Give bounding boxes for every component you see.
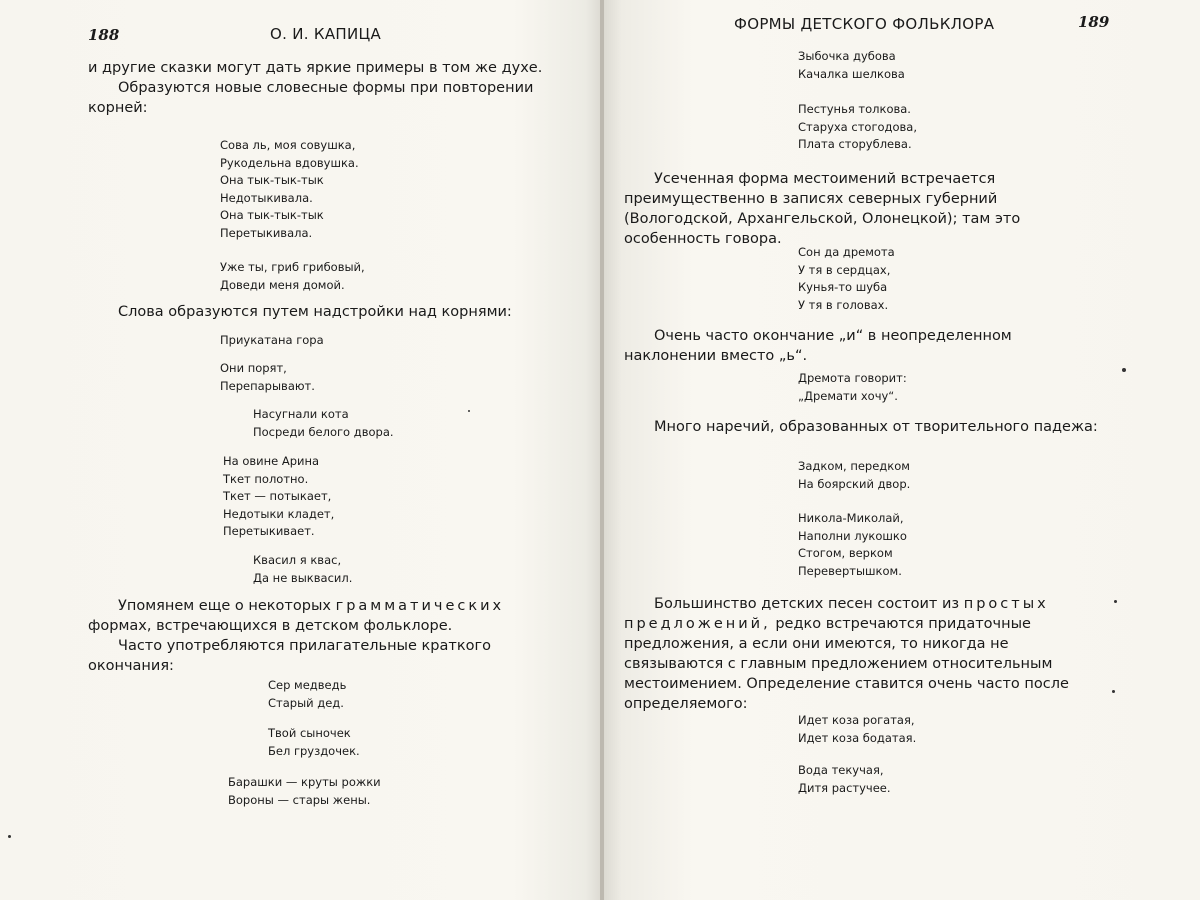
verse-line: „Дремати хочу“. [798,388,898,403]
verse-line: Сер медведь [268,678,347,692]
paragraph [88,58,566,118]
verse-line: Старый дед. [268,695,344,710]
paragraph-text: Усеченная форма местоимений встречается преимущественно в записях северных губерний (Вологодской, Архангельской, Олонецкой); там это особенность говора. [624,171,1021,247]
verse-block [268,725,360,760]
right-page [604,0,1200,900]
print-speck [1122,368,1126,372]
paragraph [88,596,566,676]
verse-line: Задком, передком [798,459,910,473]
verse-block [798,244,895,314]
verse-line: Перевертышком. [798,563,902,578]
verse-line: Идет коза рогатая, [798,713,915,727]
verse-line: Доведи меня домой. [220,277,345,292]
verse-block [798,458,910,493]
verse-block [223,453,334,541]
verse-line: Ткет полотно. [223,471,309,486]
paragraph-text: и другие сказки могут дать яркие примеры в том же духе. [88,60,543,76]
verse-line: Пестунья толкова. [798,102,911,116]
paragraph-text: Много наречий, образованных от творительного падежа: [654,419,1098,435]
paragraph-text: Часто употребляются прилагательные краткого окончания: [88,638,491,674]
verse-block [268,677,346,712]
print-speck [468,410,470,412]
verse-line: Насугнали кота [253,407,349,421]
verse-line: Да не выквасил. [253,570,353,585]
paragraph-text: Упомянем еще о некоторых [118,598,331,614]
verse-line: Перепарывают. [220,378,315,393]
verse-line: Стогом, верком [798,546,893,560]
verse-line: Вороны — стары жены. [228,792,371,807]
page-number: 188 [88,26,120,44]
verse-line: Зыбочка дубова [798,49,896,63]
verse-line: Старуха стогодова, [798,119,917,134]
verse-line: Она тык-тык-тык [220,208,324,222]
verse-line: Кунья-то шуба [798,280,888,294]
verse-line: У тя в сердцах, [798,262,891,277]
spaced-emphasis: грамматических [335,598,505,614]
paragraph-text: редко встречаются придаточные предложения, а если они имеются, то никогда не связываются с главным предложением относительным местоимением. Определение ставится очень часто после определяемого: [624,616,1069,712]
verse-line: У тя в головах. [798,297,889,312]
verse-block [798,510,907,580]
verse-block [798,101,917,154]
page-number: 189 [1078,13,1110,31]
paragraph [624,326,1104,366]
verse-line: Барашки — круты рожки [228,775,381,789]
verse-line: Недотыкивала. [220,190,313,205]
print-speck [1112,690,1115,693]
verse-block [798,712,916,747]
verse-block [253,552,352,587]
verse-block [220,332,324,350]
verse-line: Она тык-тык-тык [220,173,324,187]
verse-line: Квасил я квас, [253,553,342,567]
verse-line: Перетыкивала. [220,225,313,240]
verse-block [220,259,365,294]
verse-line: Идет коза бодатая. [798,730,917,745]
verse-line: Плата сторублева. [798,137,912,151]
print-speck [1114,600,1117,603]
verse-line: Дитя растучее. [798,780,891,795]
verse-line: Они порят, [220,361,287,375]
paragraph-text: Большинство детских песен состоит из [654,596,960,612]
verse-line: Никола-Миколай, [798,511,904,525]
paragraph-text: Слова образуются путем надстройки над корнями: [118,304,512,320]
verse-line: Наполни лукошко [798,528,907,543]
verse-line: Дремота говорит: [798,371,907,385]
verse-line: На овине Арина [223,454,320,468]
print-speck [8,835,11,838]
verse-line: Приукатана гора [220,333,324,347]
paragraph-text: Очень часто окончание „и“ в неопределенном наклонении вместо „ь“. [624,328,1012,364]
paragraph [624,169,1104,249]
verse-line: Вода текучая, [798,763,884,777]
spaced-emphasis: простых предложений, [624,596,1049,632]
verse-line: Твой сыночек [268,726,351,740]
verse-line: На боярский двор. [798,476,911,491]
running-head: ФОРМЫ ДЕТСКОГО ФОЛЬКЛОРА [734,15,995,33]
verse-block [220,360,315,395]
running-head: О. И. КАПИЦА [270,25,382,43]
paragraph-text: Образуются новые словесные формы при повторении корней: [88,80,534,116]
verse-block [798,370,907,405]
verse-line: Ткет — потыкает, [223,489,332,503]
paragraph [624,594,1104,714]
verse-line: Перетыкивает. [223,524,315,538]
verse-line: Качалка шелкова [798,66,905,81]
paragraph [624,417,1104,437]
verse-line: Уже ты, гриб грибовый, [220,260,365,274]
verse-line: Сон да дремота [798,245,895,259]
paragraph-text: формах, встречающихся в детском фольклоре. [88,618,453,634]
verse-block [798,48,905,83]
verse-block [228,774,381,809]
verse-block [798,762,891,797]
verse-line: Недотыки кладет, [223,506,335,521]
verse-block [220,137,359,242]
verse-line: Сова ль, моя совушка, [220,138,356,152]
verse-block [253,406,394,441]
verse-line: Рукодельна вдовушка. [220,155,359,170]
verse-line: Посреди белого двора. [253,424,394,439]
verse-line: Бел груздочек. [268,743,360,758]
